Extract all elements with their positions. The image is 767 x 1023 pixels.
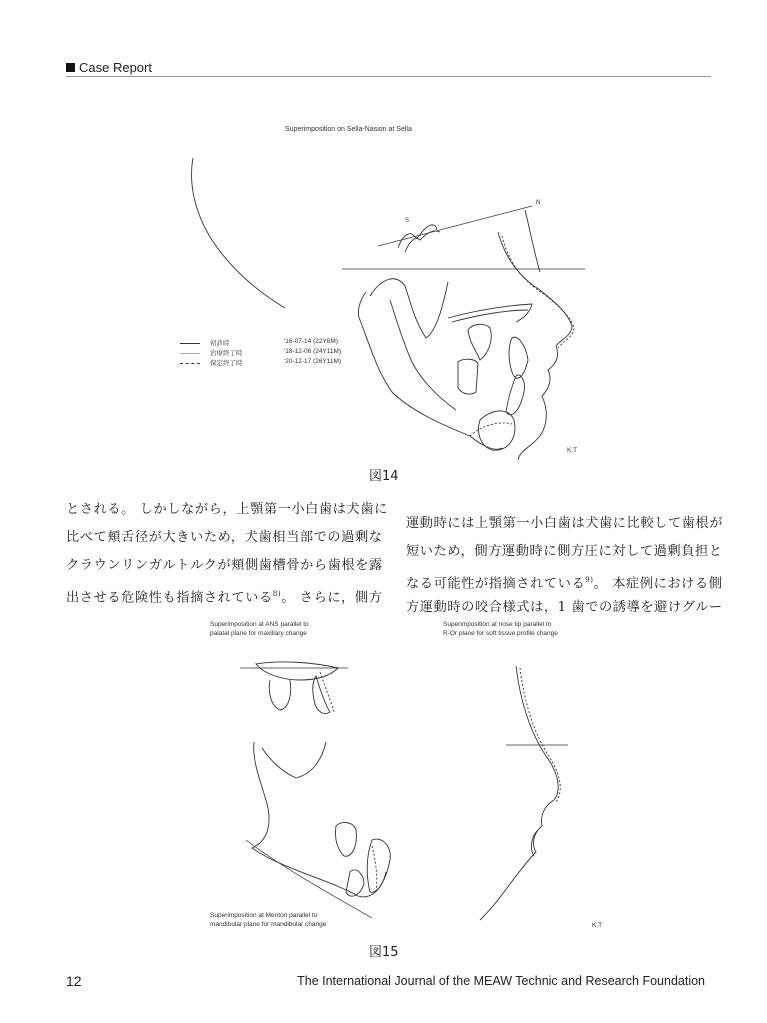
symphysis: [479, 411, 515, 450]
text-line: 比べて頬舌径が大きいため，犬歯相当部での過剰な: [66, 530, 383, 545]
legend-name: 初診時: [210, 340, 230, 347]
reference-marker: 8): [272, 590, 282, 598]
legend-name: 治療終了時: [210, 350, 243, 357]
maxillary-incisor: [313, 676, 330, 714]
text-line: とされる。 しかしながら，上顎第一小白歯は犬歯に: [66, 502, 388, 517]
journal-name: The International Journal of the MEAW Technic and Research Foundation: [297, 974, 705, 988]
nasion-label: N: [536, 200, 541, 206]
text-line: 短いため，側方運動時に側方圧に対して過剰負担と: [406, 544, 723, 559]
ans-superimposition-label: Superimposition at ANS parallel to palatal plane for maxillary change: [210, 621, 309, 637]
text-line: 方運動時の咬合様式は，1 歯での誘導を避けグルー: [406, 600, 723, 615]
legend-date: '18-12-06 (24Y11M): [284, 348, 342, 355]
sella: [398, 225, 436, 248]
soft-tissue-profile-15: [480, 666, 558, 920]
body-right-column: [406, 510, 723, 622]
mandibular-incisor: [367, 839, 390, 892]
figure-14-caption: 図14: [369, 469, 399, 484]
text-line: 出させる危険性も指摘されている$^{8)}$。 さらに，側方: [66, 590, 383, 606]
legend-date: '20-12-17 (26Y11M): [284, 358, 342, 365]
text-line: 運動時には上顎第一小白歯は犬歯に比較して歯根が: [406, 516, 724, 531]
legend-name: 保定終了時: [210, 360, 243, 367]
cranium-outline: [192, 158, 285, 308]
upper-incisor: [509, 337, 528, 378]
mandible-outline-15: [252, 742, 386, 897]
figure-14-initials: K.T: [567, 447, 578, 454]
figure-15-caption: 図15: [369, 945, 399, 960]
text-line: クラウンリンガルトルクが頬側歯槽骨から歯根を露: [66, 558, 383, 573]
legend-line-dashed: [180, 363, 200, 364]
lower-molar: [458, 359, 478, 394]
header-section: Case Report: [79, 60, 152, 75]
legend-line-solid: [180, 343, 200, 344]
menton-superimposition-label: Superimposition at Menton parallel to mandibular plane for mandibular change: [210, 912, 327, 928]
sn-line: [378, 206, 532, 246]
figure-15-initials: K.T: [592, 922, 603, 929]
legend-date: '16-07-14 (22Y6M): [284, 338, 338, 345]
page-number: 12: [66, 973, 82, 989]
text-line: なる可能性が指摘されている$^{9)}$。 本症例における側: [406, 576, 723, 592]
nose-superimposition-label: Superimposition at nose tip parallel to R-Or plane for soft tissue profile change: [443, 621, 558, 637]
mandibular-molar: [335, 823, 356, 857]
lower-incisor: [506, 375, 524, 415]
legend-line-thin: [180, 353, 200, 354]
maxillary-molar: [269, 680, 290, 710]
figure-14-title: Superimposition on Sella-Nasion at Sella: [285, 126, 412, 133]
upper-molar: [468, 324, 491, 360]
reference-marker: 9): [585, 576, 594, 584]
body-left-column: [66, 496, 388, 608]
maxilla-outline: [256, 662, 338, 680]
sella-label: S: [405, 218, 410, 224]
